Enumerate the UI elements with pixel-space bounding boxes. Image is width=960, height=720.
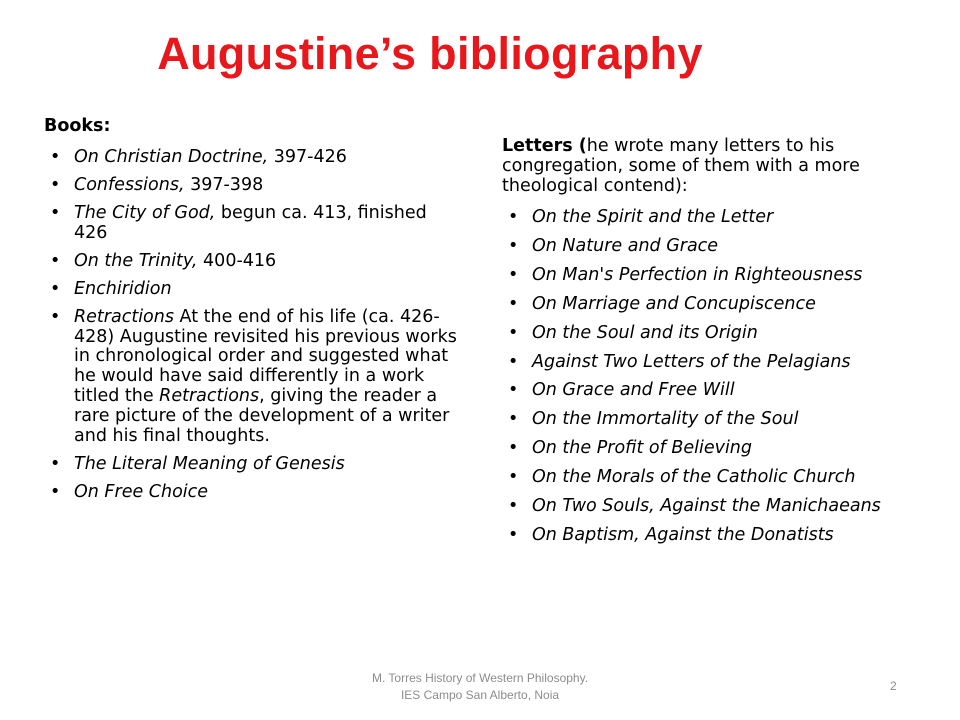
letter-item: • On the Morals of the Catholic Church (502, 468, 932, 488)
book-item: • Enchiridion (44, 280, 464, 300)
slide-footer (320, 670, 640, 705)
book-item: • Confessions, 397-398 (44, 176, 464, 196)
page-number: 2 (890, 679, 897, 693)
letter-item: • On Marriage and Concupiscence (502, 295, 932, 315)
book-item: • On Free Choice (44, 483, 464, 503)
book-item: • On Christian Doctrine, 397-426 (44, 148, 464, 168)
letters-column (502, 137, 932, 555)
books-heading: Books: (44, 116, 111, 136)
footer-line-1: M. Torres History of Western Philosophy. (371, 671, 589, 685)
slide-title: Augustine’s bibliography (157, 28, 703, 79)
letter-item: • On Baptism, Against the Donatists (502, 526, 932, 546)
book-item: • The City of God, begun ca. 413, finished 426 (44, 204, 464, 244)
books-column (44, 117, 464, 511)
books-list (44, 148, 464, 503)
letters-heading: Letters (he wrote many letters to his congregation, some of them with a more theological contend): (502, 136, 860, 196)
letter-item: • On Nature and Grace (502, 237, 932, 257)
letter-item: • On the Immortality of the Soul (502, 410, 932, 430)
book-item: • The Literal Meaning of Genesis (44, 455, 464, 475)
letter-item: • On Grace and Free Will (502, 381, 932, 401)
letter-item: • Against Two Letters of the Pelagians (502, 353, 932, 373)
letter-item: • On the Soul and its Origin (502, 324, 932, 344)
letter-item: • On Man's Perfection in Righteousness (502, 266, 932, 286)
letter-item: • On Two Souls, Against the Manichaeans (502, 497, 932, 517)
book-item: • Retractions At the end of his life (ca. 426-428) Augustine revisited his previous works in chronological order and suggested what he would have said differently in a work titled the Retractions, giving the reader a rare picture of the development of a writer and his final thoughts. (44, 308, 464, 448)
letter-item: • On the Spirit and the Letter (502, 208, 932, 228)
letters-list (502, 208, 932, 546)
letter-item: • On the Profit of Believing (502, 439, 932, 459)
book-item: • On the Trinity, 400-416 (44, 252, 464, 272)
footer-line-2: IES Campo San Alberto, Noia (400, 688, 560, 703)
